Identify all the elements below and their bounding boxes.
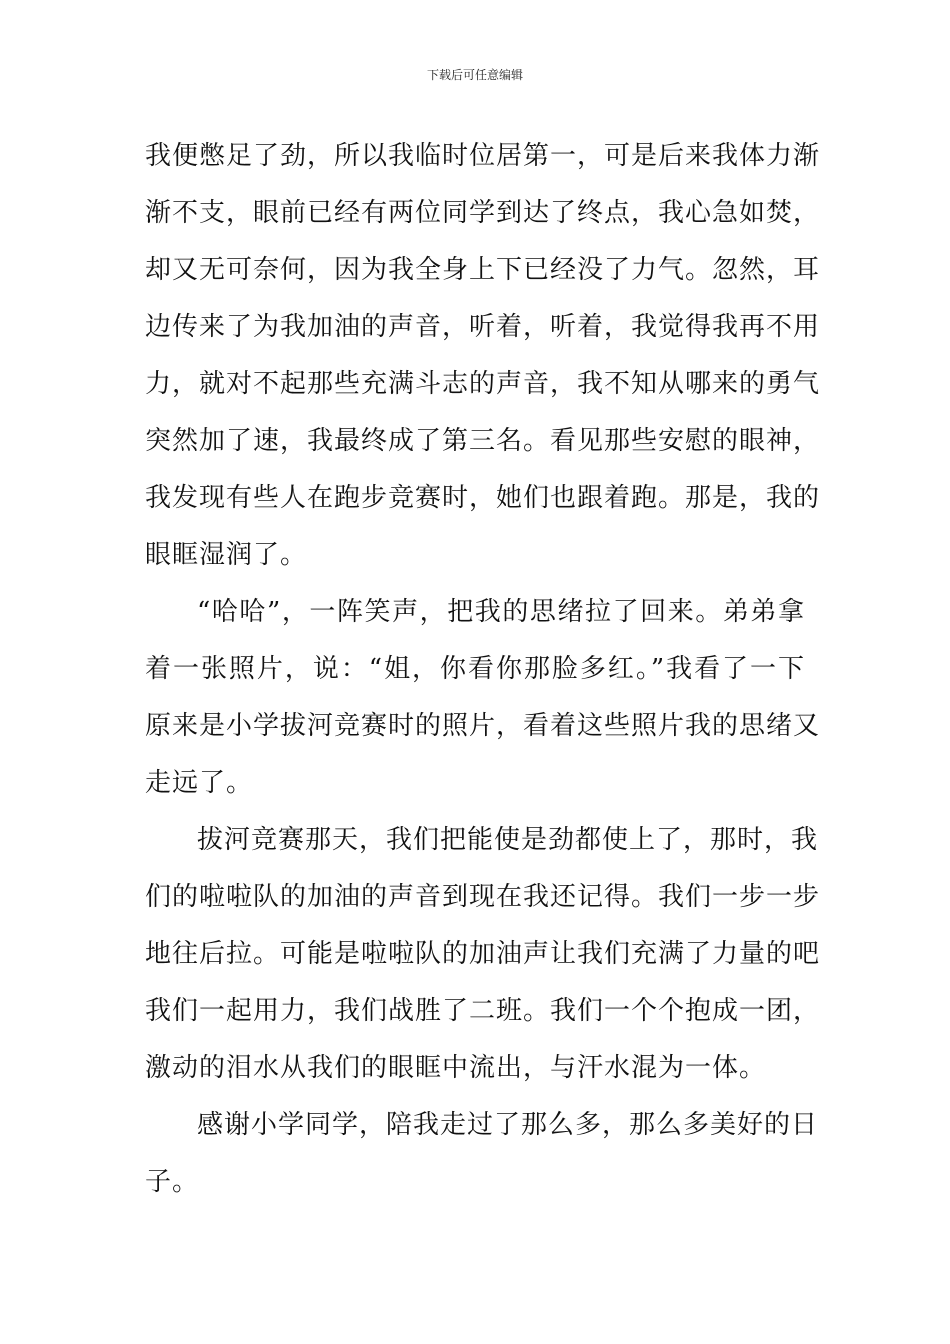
- text-line: 眼眶湿润了。: [145, 540, 308, 570]
- paragraph: [145, 812, 821, 1097]
- text-line: 们的啦啦队的加油的声音到现在我还记得。我们一步一步: [145, 882, 821, 912]
- text-line: 原来是小学拔河竞赛时的照片，看着这些照片我的思绪又: [145, 711, 821, 741]
- text-line: 却又无可奈何，因为我全身上下已经没了力气。忽然，耳: [145, 255, 821, 285]
- text-line: 激动的泪水从我们的眼眶中流出，与汗水混为一体。: [145, 1053, 767, 1083]
- text-line: 力，就对不起那些充满斗志的声音，我不知从哪来的勇气: [145, 369, 821, 399]
- text-line: 我发现有些人在跑步竞赛时，她们也跟着跑。那是，我的: [145, 483, 821, 513]
- text-line: 着一张照片，说：“姐，你看你那脸多红。”我看了一下: [145, 654, 805, 684]
- text-line: 子。: [145, 1167, 200, 1197]
- document-body: [145, 128, 821, 1211]
- text-line: 突然加了速，我最终成了第三名。看见那些安慰的眼神，: [145, 426, 821, 456]
- text-line: 边传来了为我加油的声音，听着，听着，我觉得我再不用: [145, 312, 821, 342]
- text-line: 感谢小学同学，陪我走过了那么多，那么多美好的日: [197, 1110, 819, 1140]
- page-header: 下载后可任意编辑: [426, 68, 523, 82]
- text-line: 我们一起用力，我们战胜了二班。我们一个个抱成一团，: [145, 996, 821, 1026]
- paragraph: [145, 584, 821, 812]
- paragraph: [145, 1097, 819, 1211]
- text-line: 地往后拉。可能是啦啦队的加油声让我们充满了力量的吧: [145, 939, 821, 969]
- text-line: 我便憋足了劲，所以我临时位居第一，可是后来我体力渐: [145, 141, 821, 171]
- text-line: 走远了。: [145, 768, 254, 798]
- paragraph: [145, 128, 821, 584]
- text-line: 渐不支，眼前已经有两位同学到达了终点，我心急如焚，: [145, 198, 821, 228]
- text-line: “哈哈”，一阵笑声，把我的思绪拉了回来。弟弟拿: [197, 597, 805, 627]
- text-line: 拔河竞赛那天，我们把能使是劲都使上了，那时，我: [197, 825, 819, 855]
